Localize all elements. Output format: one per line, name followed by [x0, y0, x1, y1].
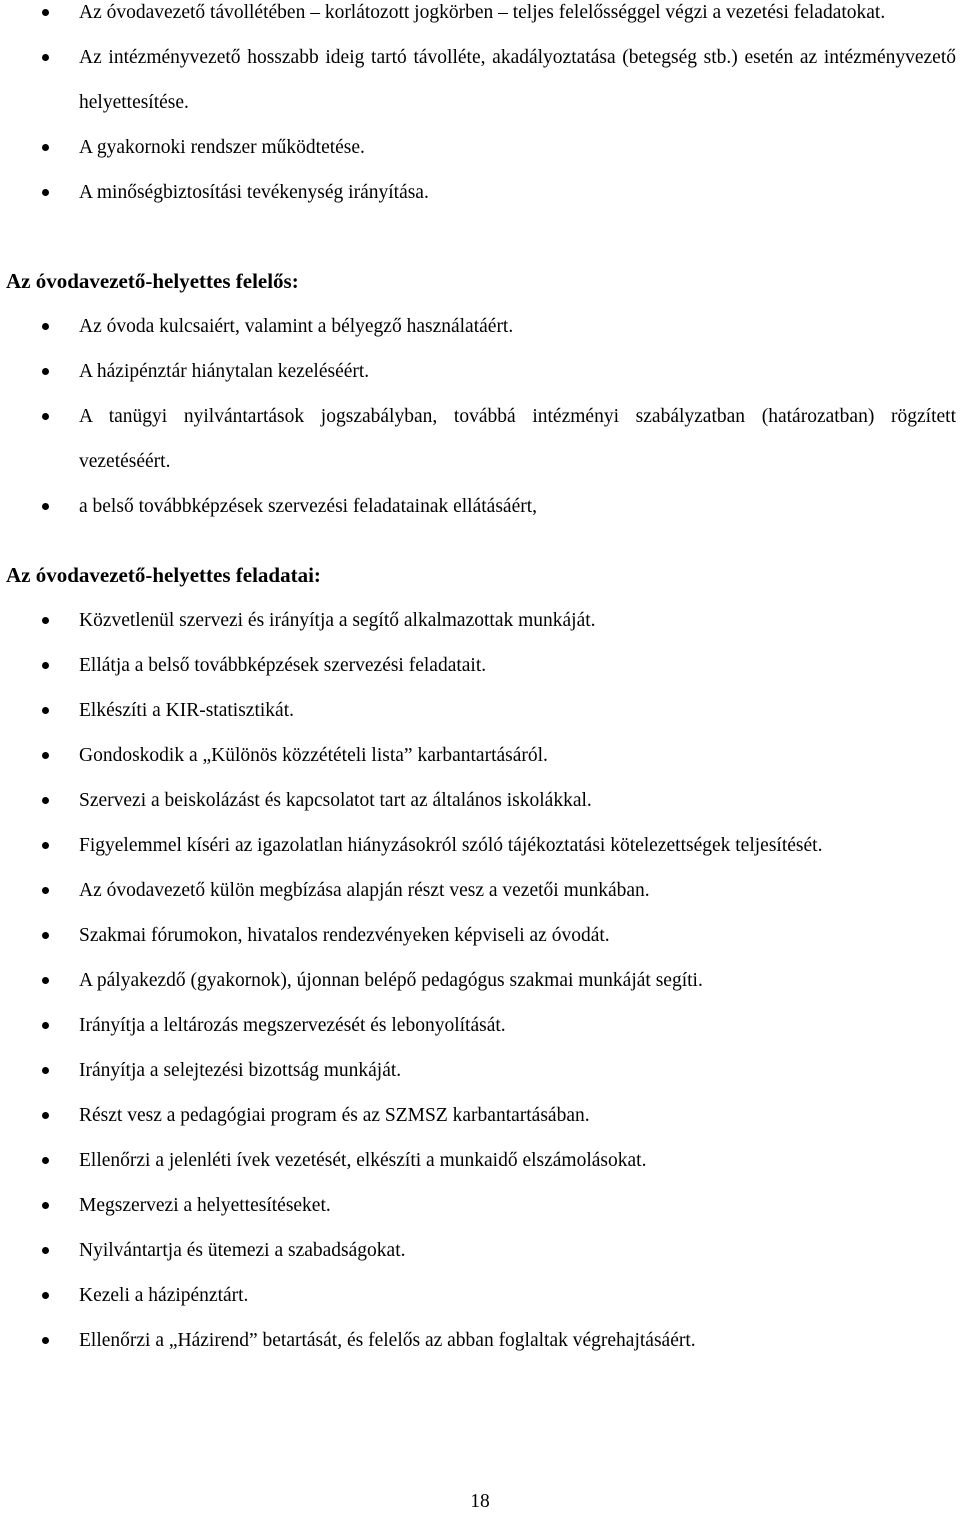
list-item-text: Közvetlenül szervezi és irányítja a segítő alkalmazottak munkáját. [79, 610, 596, 631]
list-item [0, 170, 960, 215]
list-item-text: A tanügyi nyilvántartások jogszabályban, továbbá intézményi szabályzatban (határozatban) rögzített vezetéséért. [79, 406, 956, 472]
section-heading-responsibilities: Az óvodavezető-helyettes felelős: [6, 269, 299, 293]
list-item-text: A gyakornoki rendszer működtetése. [79, 137, 365, 158]
bullet-icon [42, 1202, 49, 1209]
bullet-icon [42, 9, 49, 16]
bullet-icon [42, 189, 49, 196]
list-item-text: Kezeli a házipénztárt. [79, 1285, 249, 1306]
list-item-text: Szakmai fórumokon, hivatalos rendezvényeken képviseli az óvodát. [79, 925, 610, 946]
bullet-icon [42, 662, 49, 669]
list-item [0, 733, 960, 778]
bullet-icon [42, 617, 49, 624]
list-item [0, 958, 960, 1003]
bullet-icon [42, 977, 49, 984]
list-item [0, 349, 960, 394]
bullet-icon [42, 707, 49, 714]
bullet-icon [42, 413, 49, 420]
list-item-text: A házipénztár hiánytalan kezeléséért. [79, 361, 370, 382]
list-item-text: Ellenőrzi a jelenléti ívek vezetését, elkészíti a munkaidő elszámolásokat. [79, 1150, 647, 1171]
bullet-icon [42, 1157, 49, 1164]
list-item-text: Megszervezi a helyettesítéseket. [79, 1195, 331, 1216]
bullet-icon [42, 1337, 49, 1344]
list-item-text: Ellenőrzi a „Házirend” betartását, és felelős az abban foglaltak végrehajtásáért. [79, 1330, 696, 1351]
page-number: 18 [470, 1491, 490, 1512]
list-item-text: Irányítja a selejtezési bizottság munkáját. [79, 1060, 402, 1081]
bullet-icon [42, 144, 49, 151]
list-item-text: Az óvoda kulcsaiért, valamint a bélyegző használatáért. [79, 316, 514, 337]
bullet-icon [42, 797, 49, 804]
list-item-text: Az óvodavezető távollétében – korlátozott jogkörben – teljes felelősséggel végzi a vezetési feladatokat. [79, 2, 886, 23]
list-item [0, 598, 960, 643]
section-heading-tasks: Az óvodavezető-helyettes feladatai: [6, 563, 321, 587]
list-item [0, 1048, 960, 1093]
bullet-icon [42, 1292, 49, 1299]
list-item [0, 1138, 960, 1183]
list-item [0, 0, 960, 35]
list-item [0, 823, 960, 868]
bullet-icon [42, 1112, 49, 1119]
list-item [0, 125, 960, 170]
list-item [0, 778, 960, 823]
list-item-text: Elkészíti a KIR-statisztikát. [79, 700, 294, 721]
bullet-icon [42, 368, 49, 375]
list-item [0, 484, 960, 529]
bullet-icon [42, 503, 49, 510]
list-item-text: Részt vesz a pedagógiai program és az SZMSZ karbantartásában. [79, 1105, 590, 1126]
bullet-icon [42, 932, 49, 939]
list-item-text: Nyilvántartja és ütemezi a szabadságokat. [79, 1240, 406, 1261]
list-item [0, 1093, 960, 1138]
list-item [0, 1003, 960, 1048]
bullet-icon [42, 1247, 49, 1254]
list-item [0, 35, 960, 125]
list-item [0, 688, 960, 733]
list-item-text: Irányítja a leltározás megszervezését és lebonyolítását. [79, 1015, 506, 1036]
tasks-list [0, 598, 960, 1363]
bullet-icon [42, 54, 49, 61]
bullet-icon [42, 1067, 49, 1074]
list-item [0, 304, 960, 349]
list-item-text: Figyelemmel kíséri az igazolatlan hiányzásokról szóló tájékoztatási kötelezettségek teljesítését. [79, 835, 823, 856]
list-item-text: a belső továbbképzések szervezési feladatainak ellátásáért, [79, 496, 538, 517]
responsibilities-list [0, 304, 960, 529]
list-item [0, 1183, 960, 1228]
list-item [0, 394, 960, 484]
bullet-icon [42, 752, 49, 759]
list-item [0, 1228, 960, 1273]
list-item-text: A pályakezdő (gyakornok), újonnan belépő pedagógus szakmai munkáját segíti. [79, 970, 703, 991]
list-item-text: Szervezi a beiskolázást és kapcsolatot tart az általános iskolákkal. [79, 790, 592, 811]
list-item-text: Az óvodavezető külön megbízása alapján részt vesz a vezetői munkában. [79, 880, 650, 901]
bullet-icon [42, 842, 49, 849]
list-item [0, 643, 960, 688]
list-item [0, 1273, 960, 1318]
list-item-text: Gondoskodik a „Különös közzétételi lista” karbantartásáról. [79, 745, 548, 766]
list-item [0, 868, 960, 913]
list-item-text: Ellátja a belső továbbképzések szervezési feladatait. [79, 655, 487, 676]
bullet-icon [42, 887, 49, 894]
list-item-text: Az intézményvezető hosszabb ideig tartó távolléte, akadályoztatása (betegség stb.) esetén az intézményvezető helyettesítése. [79, 47, 956, 113]
bullet-icon [42, 1022, 49, 1029]
list-item-text: A minőségbiztosítási tevékenység irányítása. [79, 182, 429, 203]
list-item [0, 913, 960, 958]
bullet-icon [42, 323, 49, 330]
top-duty-list [0, 0, 960, 215]
list-item [0, 1318, 960, 1363]
